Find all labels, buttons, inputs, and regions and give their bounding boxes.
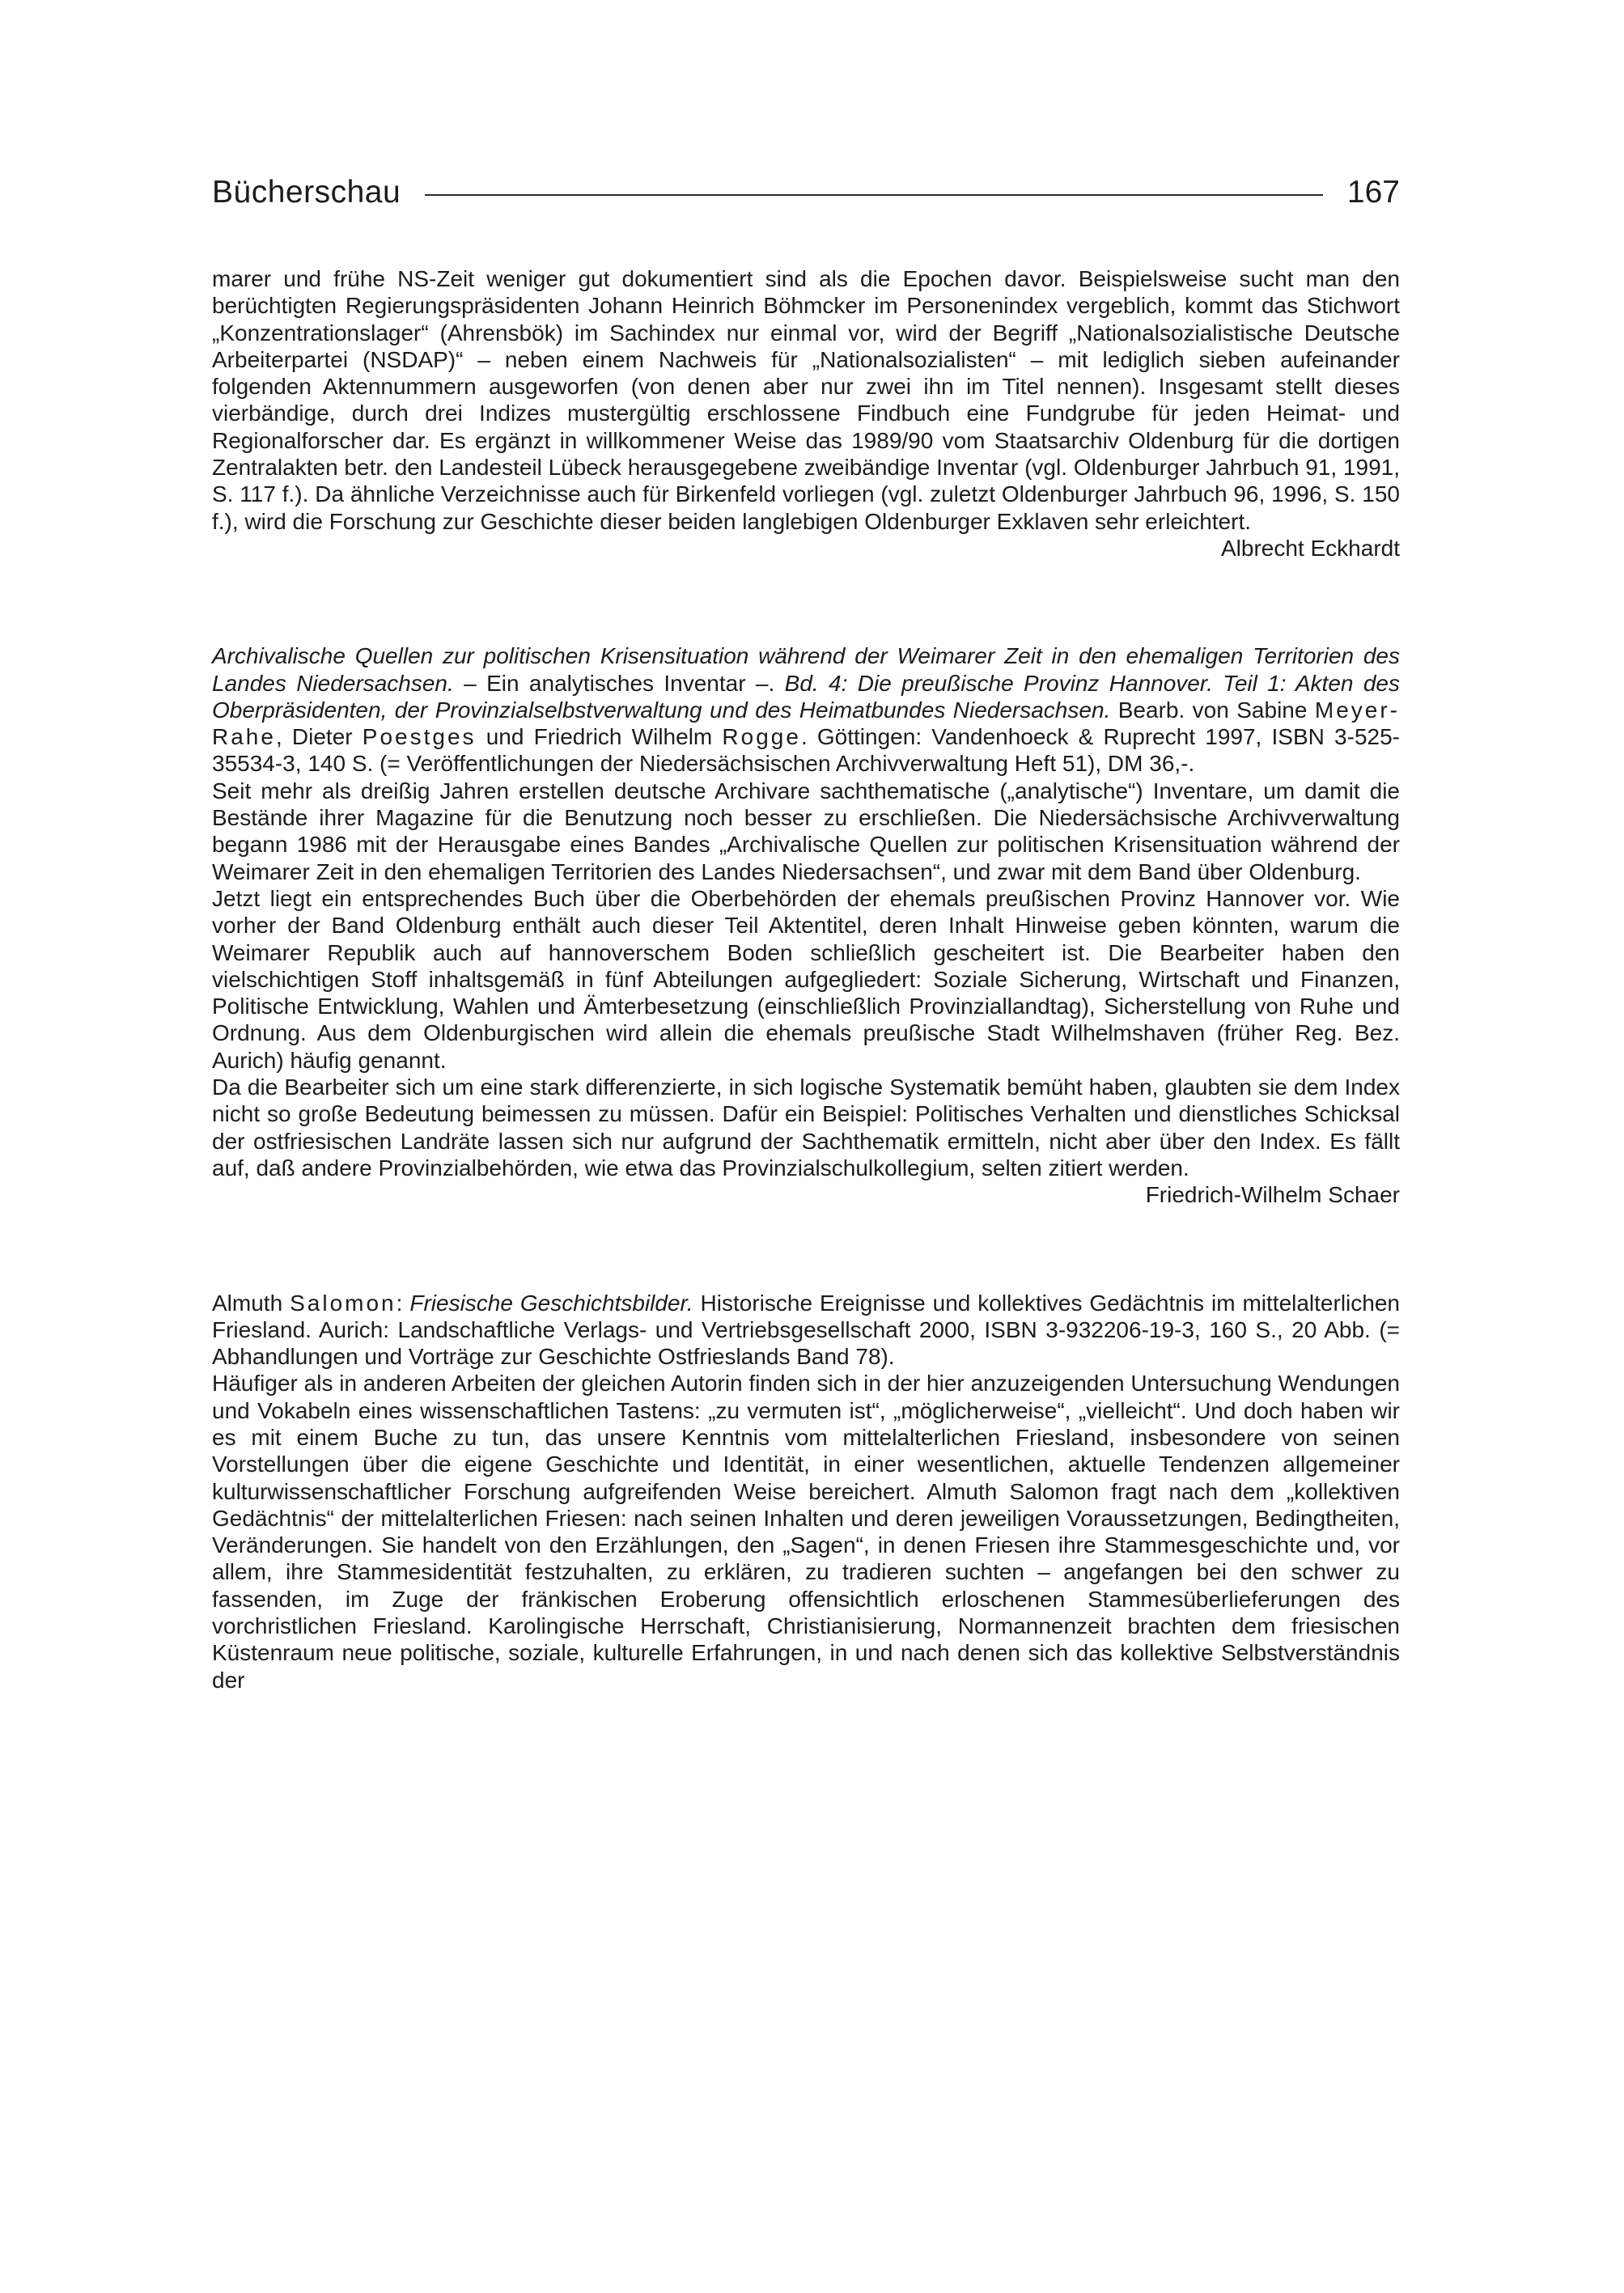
page-number: 167 [1346,175,1400,210]
volume-title: Bd. 4: Die preußische Provinz Hannover. Teil 1: Akten des Oberpräsidenten, der Provinzialselbstverwaltung und des Heimatbundes Niedersachsen. [212,670,1400,723]
publication-details: Historische Ereignisse und kollektives Gedächtnis im mittelalterlichen Friesland. Aurich: Landschaftliche Verlags- und Vertriebsgesellschaft 2000, ISBN 3-932206-19-3, 160 S., 20 Abb. (= Abhandlungen und Vorträge zur Geschichte Ostfrieslands Band 78). [212,1290,1400,1370]
header-rule [425,194,1323,196]
review-schaer [212,642,1400,1208]
review-body-paragraph: marer und frühe NS-Zeit weniger gut dokumentiert sind als die Epochen davor. Beispielsweise sucht man den berüchtigten Regierungspräsidenten Johann Heinrich Böhmcker im Personenindex vergeblich, kommt das Stichwort „Konzentrationslager“ (Ahrensbök) im Sachindex nur einmal vor, wird der Begriff „Nationalsozialistische Deutsche Arbeiterpartei (NSDAP)“ – neben einem Nachweis für „Nationalsozialisten“ – mit lediglich sieben aufeinander folgenden Aktennummern ausgeworfen (von denen aber nur zwei ihn im Titel nennen). Insgesamt stellt dieses vierbändige, durch drei Indizes mustergültig erschlossene Findbuch eine Fundgrube für jeden Heimat- und Regionalforscher dar. Es ergänzt in willkommener Weise das 1989/90 vom Staatsarchiv Oldenburg für die dortigen Zentralakten betr. den Landesteil Lübeck herausgegebene zweibändige Inventar (vgl. Oldenburger Jahrbuch 91, 1991, S. 117 f.). Da ähnliche Verzeichnisse auch für Birkenfeld vorliegen (vgl. zuletzt Oldenburger Jahrbuch 96, 1996, S. 150 f.), wird die Forschung zur Geschichte dieser beiden langlebigen Oldenburger Exklaven sehr erleichtert. [212,266,1400,534]
editor-separator: , Dieter [275,724,363,750]
editor-prefix: Bearb. von Sabine [1110,697,1315,723]
running-head-title: Bücherschau [212,175,401,210]
editor-separator: und Friedrich Wilhelm [476,724,723,750]
editor-name: Meyer-Rahe [212,697,1400,750]
page-content [212,265,1400,1693]
review-body-paragraph: Jetzt liegt ein entsprechendes Buch über die Oberbehörden der ehemals preußischen Provinz Hannover vor. Wie vorher der Band Oldenburg enthält auch dieser Teil Aktentitel, deren Inhalt Hinweise geben könnten, warum die Weimarer Republik auch auf hannoverschem Boden schließlich gescheitert ist. Die Bearbeiter haben den vielschichtigen Stoff inhaltsgemäß in fünf Abteilungen aufgegliedert: Soziale Sicherung, Wirtschaft und Finanzen, Politische Entwicklung, Wahlen und Ämterbesetzung (einschließlich Provinziallandtag), Sicherstellung von Ruhe und Ordnung. Aus dem Oldenburgischen wird allein die ehemals preußische Stadt Wilhelmshaven (früher Reg. Bez. Aurich) häufig genannt. [212,885,1400,1073]
author-last-name: Salomon [290,1290,396,1316]
author-colon: : [396,1290,410,1316]
editor-name: Poestges [362,724,477,750]
section-spacer [212,562,1400,642]
review-body-paragraph: Häufiger als in anderen Arbeiten der gleichen Autorin finden sich in der hier anzuzeigenden Untersuchung Wendungen und Vokabeln eines wissenschaftlichen Tastens: „zu vermuten ist“, „möglicherweise“, „vielleicht“. Und doch haben wir es mit einem Buche zu tun, das unsere Kenntnis vom mittelalterlichen Friesland, insbesondere von seinen Vorstellungen über die eigene Geschichte und Identität, in einer wesentlichen, aktuelle Tendenzen allgemeiner kulturwissenschaftlicher Forschung aufgreifenden Weise bereichert. Almuth Salomon fragt nach dem „kollektiven Gedächtnis“ der mittelalterlichen Friesen: nach seinen Inhalten und deren jeweiligen Voraussetzungen, Bedingtheiten, Veränderungen. Sie handelt von den Erzählungen, den „Sagen“, in denen Friesen ihre Stammesgeschichte und, vor allem, ihre Stammesidentität festzuhalten, zu erklären, zu tradieren suchten – angefangen bei den schwer zu fassenden, im Zuge der fränkischen Eroberung offensichtlich erloschenen Stammesüberlieferungen des vorchristlichen Friesland. Karolingische Herrschaft, Christianisierung, Normannenzeit brachten dem friesischen Küstenraum neue politische, soziale, kulturelle Erfahrungen, in und nach denen sich das kollektive Selbstverständnis der [212,1371,1400,1693]
editor-name: Rogge [722,724,801,750]
review-eckhardt [212,265,1400,562]
bibliographic-entry [212,642,1400,777]
review-salomon [212,1290,1400,1693]
reviewer-signature: Albrecht Eckhardt [1221,535,1400,561]
review-body-paragraph: Da die Bearbeiter sich um eine stark differenzierte, in sich logische Systematik bemüht haben, glaubten sie dem Index nicht so große Bedeutung beimessen zu müssen. Dafür ein Beispiel: Politisches Verhalten und dienstliches Schicksal der ostfriesischen Landräte lassen sich nur aufgrund der Sachthematik ermitteln, nicht aber über den Index. Es fällt auf, daß andere Provinzialbehörden, wie etwa das Provinzialschulkollegium, selten zitiert werden. [212,1074,1400,1180]
book-title: Archivalische Quellen zur politischen Krisensituation während der Weimarer Zeit in den ehemaligen Territorien des Landes Niedersachsen. [212,643,1400,696]
reviewer-signature: Friedrich-Wilhelm Schaer [1145,1182,1400,1208]
author-first-name: Almuth [212,1290,290,1316]
review-body-paragraph: Seit mehr als dreißig Jahren erstellen deutsche Archivare sachthematische („analytische“) Inventare, um damit die Bestände ihrer Magazine für die Benutzung noch besser zu erschließen. Die Niedersächsische Archivverwaltung begann 1986 mit der Herausgabe eines Bandes „Archivalische Quellen zur politischen Krisensituation während der Weimarer Zeit in den ehemaligen Territorien des Landes Niedersachsen“, und zwar mit dem Band über Oldenburg. [212,778,1400,884]
book-title: Friesische Geschichtsbilder. [409,1290,693,1316]
running-header [212,168,1400,217]
publication-details: . Göttingen: Vandenhoeck & Ruprecht 1997, ISBN 3-525-35534-3, 140 S. (= Veröffentlichungen der Niedersächsischen Archivverwaltung Heft 51), DM 36,-. [212,724,1400,777]
book-subtitle: – Ein analytisches Inventar –. [453,670,785,696]
section-spacer [212,1209,1400,1290]
bibliographic-entry [212,1290,1400,1371]
